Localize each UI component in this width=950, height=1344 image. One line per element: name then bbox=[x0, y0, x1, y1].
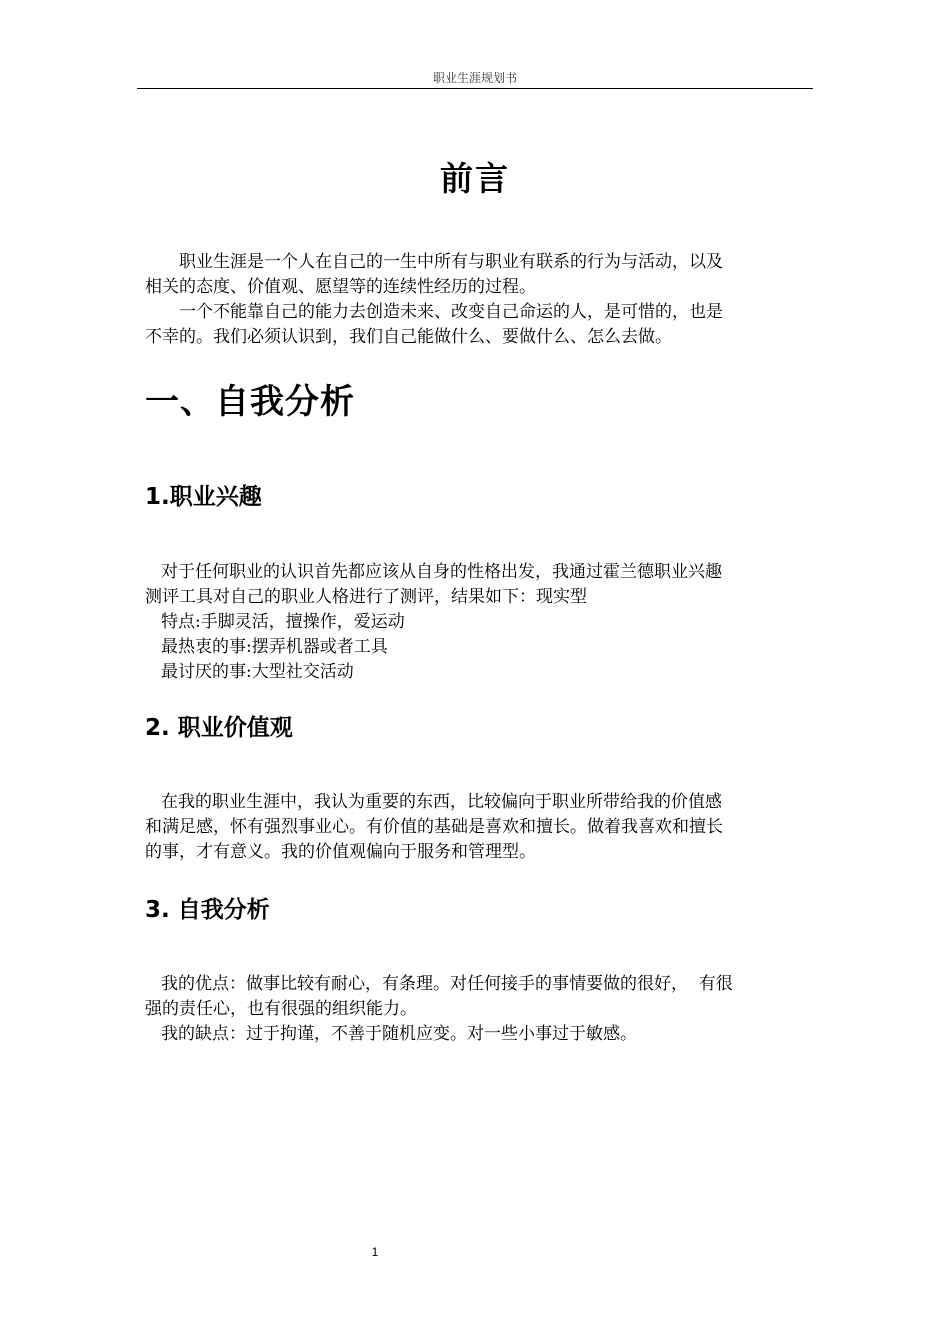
preface-paragraph-1 bbox=[145, 250, 810, 300]
subsection-number: 2. bbox=[145, 715, 170, 741]
subsection-heading-self-analysis bbox=[145, 894, 270, 926]
subsection-heading-values bbox=[145, 712, 293, 744]
subsection-heading-interest bbox=[145, 481, 262, 513]
text-line: 强的责任心，也有很强的组织能力。 bbox=[145, 999, 417, 1019]
subsection-title: 职业价值观 bbox=[177, 714, 293, 741]
interest-paragraph bbox=[145, 560, 810, 685]
text-line: 我的优点：做事比较有耐心，有条理。对任何接手的事情要做的很好， 有很 bbox=[161, 974, 733, 994]
section-heading-self-analysis: 一、自我分析 bbox=[145, 382, 355, 422]
text-line: 一个不能靠自己的能力去创造未来、改变自己命运的人，是可惜的，也是 bbox=[179, 302, 723, 322]
text-line: 相关的态度、价值观、愿望等的连续性经历的过程。 bbox=[145, 277, 536, 297]
text-line: 职业生涯是一个人在自己的一生中所有与职业有联系的行为与活动，以及 bbox=[179, 252, 723, 272]
text-line: 测评工具对自己的职业人格进行了测评，结果如下：现实型 bbox=[145, 587, 587, 607]
values-paragraph bbox=[145, 790, 810, 865]
text-line: 不幸的。我们必须认识到，我们自己能做什么、要做什么、怎么去做。 bbox=[145, 327, 672, 347]
text-line: 最讨厌的事:大型社交活动 bbox=[161, 662, 354, 682]
header-title: 职业生涯规划书 bbox=[432, 71, 517, 85]
self-analysis-paragraph bbox=[145, 972, 810, 1047]
preface-title: 前言 bbox=[440, 159, 510, 198]
text-line: 的事，才有意义。我的价值观偏向于服务和管理型。 bbox=[145, 842, 536, 862]
text-line: 和满足感，怀有强烈事业心。有价值的基础是喜欢和擅长。做着我喜欢和擅长 bbox=[145, 817, 723, 837]
subsection-number: 1. bbox=[145, 484, 170, 510]
subsection-number: 3. bbox=[145, 897, 170, 923]
text-line: 对于任何职业的认识首先都应该从自身的性格出发，我通过霍兰德职业兴趣 bbox=[161, 562, 722, 582]
page-number: 1 bbox=[371, 1245, 379, 1259]
page-header bbox=[137, 70, 813, 89]
text-line: 最热衷的事:摆弄机器或者工具 bbox=[161, 637, 388, 657]
text-line: 特点:手脚灵活，擅操作，爱运动 bbox=[161, 612, 405, 632]
text-line: 在我的职业生涯中，我认为重要的东西，比较偏向于职业所带给我的价值感 bbox=[161, 792, 722, 812]
preface-paragraph-2 bbox=[145, 300, 810, 350]
subsection-title: 职业兴趣 bbox=[169, 483, 262, 510]
text-line: 我的缺点：过于拘谨，不善于随机应变。对一些小事过于敏感。 bbox=[161, 1024, 637, 1044]
subsection-title: 自我分析 bbox=[177, 896, 270, 923]
